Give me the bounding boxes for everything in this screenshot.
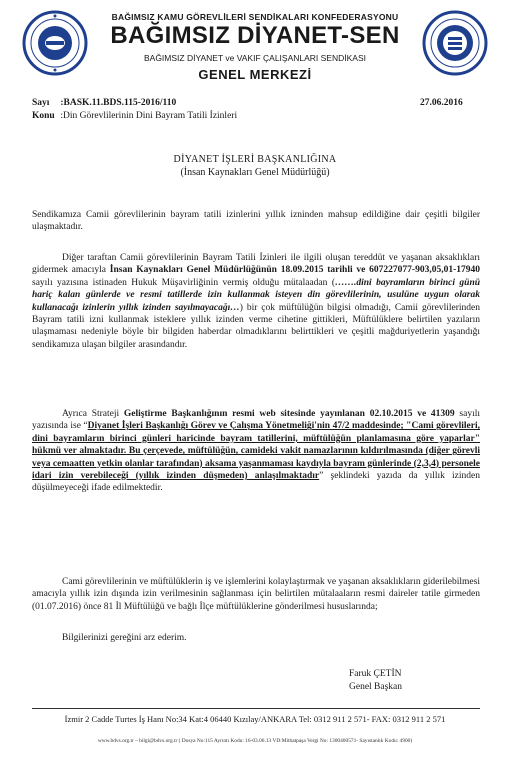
footer-address: İzmir 2 Cadde Turtes İş Hanı No:34 Kat:4 06440 Kızılay/ANKARA Tel: 0312 911 2 571- FAX: 0312 911 2 571 <box>64 714 446 724</box>
p2-text-c: sayılı yazısına istinaden Hukuk Müşavirliğinin vermiş olduğu mütalaadan ( <box>32 277 335 288</box>
body-paragraph-2 <box>32 252 480 351</box>
head-office: GENEL MERKEZİ <box>198 67 312 82</box>
p2-text-a: Diğer taraftan Camii görevlilerinin Bayram Tatili İzinleri ile ilgili oluşan tereddüt ve yaşanan aksaklıkları gidermek amacıyla <box>32 253 480 276</box>
reference-value: :BASK.11.BDS.115-2016/110 <box>60 98 177 108</box>
reference-label: Sayı <box>32 98 50 108</box>
letter-date: 27.06.2016 <box>420 98 463 108</box>
reference-number <box>32 98 176 108</box>
p2-quote: …….dini bayramların birinci günü hariç kalan günlerde ve resmi tatillerde izin kullanmak isteyen din görevlilerinin, usulüne uygun olarak kullanacağı izinlerin yıllık izinden sayılmayacağı… <box>32 277 481 313</box>
signatory-title: Genel Başkan <box>349 682 403 692</box>
body-paragraph-3 <box>32 408 480 495</box>
subject <box>32 111 237 121</box>
closing-line: Bilgilerinizi gereğini arz ederim. <box>62 633 187 643</box>
p3-regulation-quote: Diyanet İşleri Başkanlığı Görev ve Çalışma Yönetmeliği'nin 47/2 maddesinde; "Cami görevlileri, dini bayramların birinci günleri haricinde bayram tatillerini, müftülüğün planlamasına göre yaparlar" hükmü ver almaktadır. <box>32 421 480 457</box>
p2-text-e: ) bir çok müftülüğün bilgisi olmadığı, Camii görevlilerinden Bayram tatili izni kullanmak isteklere yıllık izinden verme cihetine gittikleri, Müftülüklere belirtilen yazıların ulaşmaması nedeniyle böyle bir bilgiden haberdar olmadıklarını belirttikleri ve çeşitli mağduriyetlerin yaşandığı sendikamıza ulaşan bilgiler arasındandır. <box>32 302 480 350</box>
recipient-name: DİYANET İŞLERİ BAŞKANLIĞINA <box>173 154 337 165</box>
signatory-name: Faruk ÇETİN <box>349 669 402 679</box>
body-paragraph-4: Cami görevlilerinin ve müftülüklerin iş ve işlemlerini kolaylaştırmak ve yaşanan aksaklıkların giderilebilmesi amacıyla yıllık izin dışında izin verilmesinin sağlanması için belirtilen mütalaaların resmi daireler tatile girmeden (01.07.2016) önce 81 İl Müftülüğü ve bağlı İlçe müftülüklerine gönderilmesi hususlarında; <box>32 577 480 612</box>
confederation-name: BAĞIMSIZ KAMU GÖREVLİLERİ SENDİKALARI KONFEDERASYONU <box>111 12 399 22</box>
body-paragraph-1: Sendikamıza Camii görevlilerinin bayram tatili izinlerini yıllık izninden mahsup edildiğine dair çeşitli bilgiler ulaşmaktadır. <box>32 210 480 233</box>
union-title: BAĞIMSIZ DİYANET-SEN <box>110 22 400 49</box>
letterhead <box>0 0 510 92</box>
p3-reference: Geliştirme Başkanlığının resmi web sitesinde yayınlanan 02.10.2015 ve 41309 <box>123 409 455 419</box>
p3-interpretation: Bu çerçevede, müftülüğün, camideki vakit namazlarının kıldırılmasında (diğer görevli veya cemaatten yetkin olanlar tarafından) aksama yaşanmaması kaydıyla bayram günlerinde (2,3,4) personele idari izin verebileceği (yıllık izinden düşmeden) anlaşılmaktadır <box>32 446 481 482</box>
p2-reference: İnsan Kaynakları Genel Müdürlüğünün 18.09.2015 tarihli ve 607227077-903,05,01-17940 <box>109 265 480 276</box>
subject-label: Konu <box>32 111 55 121</box>
footer-contact: www.bdvs.org.tr – bilgi@bdvs.org.tr ( Dosya No:115 Ayrıntı Kodu: 16-03.06.13 VD:Mithatpaşa Vergi No: 1300400571- Sayıstanlık Kodu: 4900) <box>97 738 413 744</box>
subject-value: :Din Görevlilerinin Dini Bayram Tatili İzinleri <box>60 111 238 121</box>
footer-divider <box>32 708 480 709</box>
union-subtitle: BAĞIMSIZ DİYANET ve VAKIF ÇALIŞANLARI SENDİKASI <box>143 53 366 63</box>
p3-text-c: sayılı yazısında ise “ <box>32 409 481 432</box>
recipient-department: (İnsan Kaynakları Genel Müdürlüğü) <box>180 167 330 178</box>
p3-text-a: Ayrıca Strateji <box>62 409 124 419</box>
p3-text-f: ” şeklindeki yazıda da yıllık izinden düşülmeyeceği ifade edilmektedir. <box>32 471 480 494</box>
